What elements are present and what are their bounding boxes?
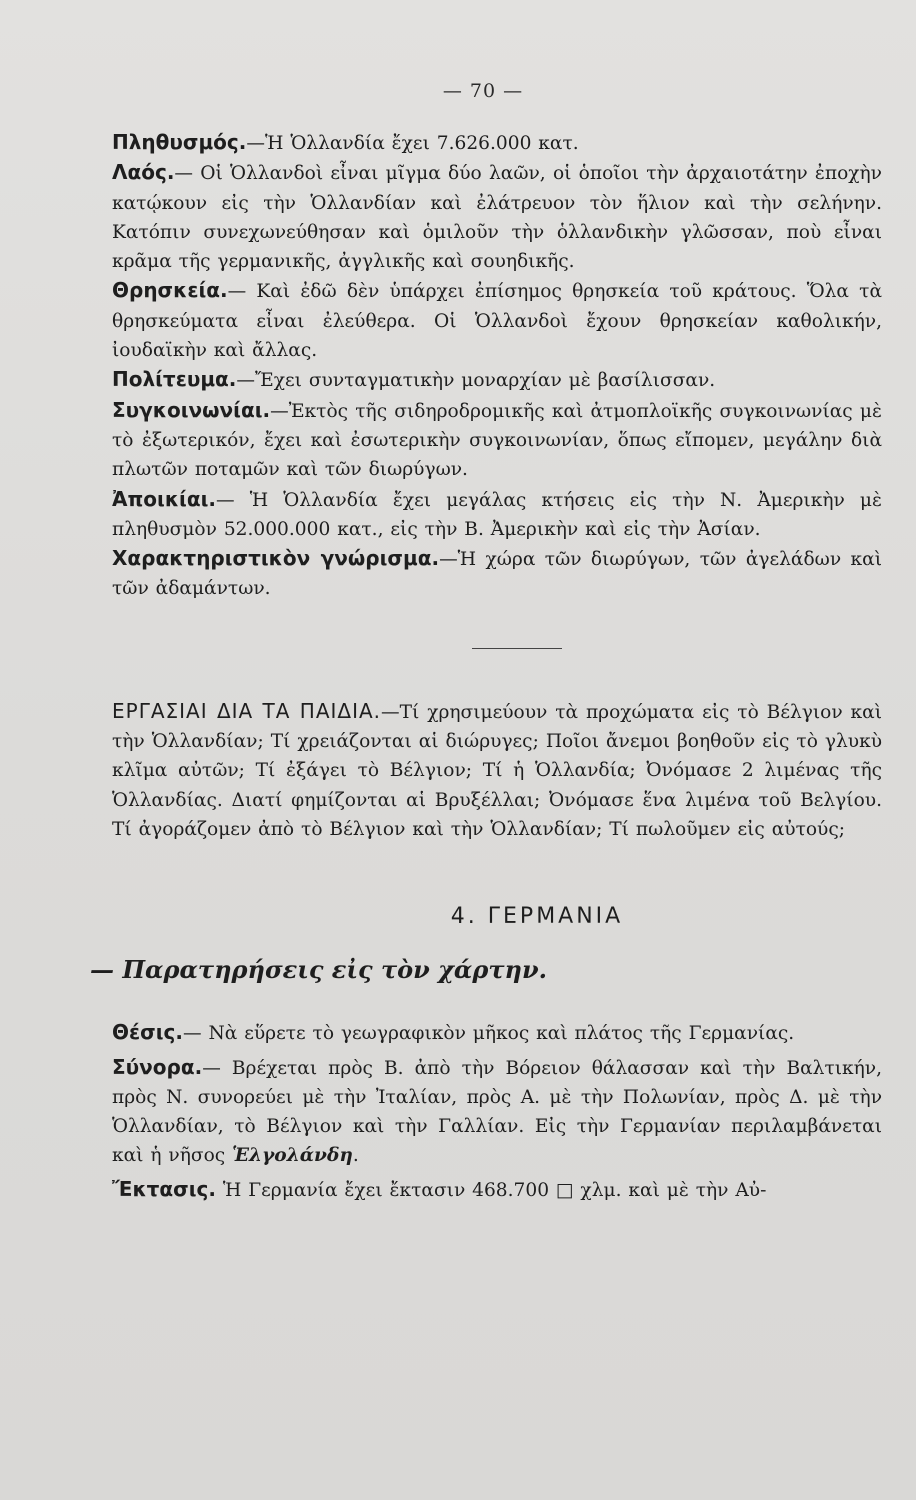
text-characteristic: —Ἡ χώρα τῶν διωρύγων, τῶν ἀγελάδων καὶ τῶν ἀδαμάντων. bbox=[112, 549, 882, 600]
heading-population: Πληθυσμός. bbox=[112, 130, 247, 154]
heading-religion: Θρησκεία. bbox=[112, 278, 228, 303]
text-colonies: — Ἡ Ὁλλανδία ἔχει μεγάλας κτήσεις εἰς τὴν Ν. Ἀμερικὴν μὲ πληθυσμὸν 52.000.000 κατ., εἰς τὴν Β. Ἀμερικὴν καὶ εἰς τὴν Ἀσίαν. bbox=[112, 489, 882, 540]
heading-position: Θέσις. bbox=[112, 1020, 183, 1045]
heading-area: Ἔκτασις. bbox=[112, 1176, 216, 1201]
paragraph-characteristic bbox=[112, 544, 882, 604]
text-religion: — Καὶ ἐδῶ δὲν ὑπάρχει ἐπίσημος θρησκεία τοῦ κράτους. Ὅλα τὰ θρησκεύματα εἶναι ἐλεύθερα. Οἱ Ὁλλανδοὶ ἔχουν θρησκείαν καθολικήν, ἰουδαϊκὴν καὶ ἄλλας. bbox=[112, 281, 882, 362]
section-title-germany: 4. ΓΕΡΜΑΝΙΑ bbox=[450, 904, 624, 930]
heading-people: Λαός. bbox=[112, 160, 175, 185]
text-population: —Ἡ Ὁλλανδία ἔχει 7.626.000 κατ. bbox=[246, 133, 579, 154]
text-government: —Ἔχει συνταγματικὴν μοναρχίαν μὲ βασίλισσαν. bbox=[236, 370, 716, 392]
paragraph-position bbox=[112, 1018, 882, 1048]
text-area: Ἡ Γερμανία ἔχει ἔκτασιν 468.700 □ χλμ. καὶ μὲ τὴν Αὐ- bbox=[216, 1179, 767, 1201]
heading-government: Πολίτευμα. bbox=[112, 367, 237, 392]
paragraph-people bbox=[112, 158, 882, 276]
paragraph-exercises bbox=[112, 697, 882, 844]
heading-communications: Συγκοινωνίαι. bbox=[112, 397, 271, 422]
text-exercises: —Τί χρησιμεύουν τὰ προχώματα εἰς τὸ Βέλγιον καὶ τὴν Ὁλλανδίαν; Τί χρειάζονται αἱ διώρυγες; Ποῖοι ἄνεμοι βοηθοῦν εἰς τὸ γλυκὺ κλῖμα αὐτῶν; Τί ἐξάγει τὸ Βέλγιον; Τί ἡ Ὁλλανδία; Ὀνόμασε 2 λιμένας τῆς Ὁλλανδίας. Διατί φημίζονται αἱ Βρυξέλλαι; Ὀνόμασε ἕνα λιμένα τοῦ Βελγίου. Τί ἀγοράζομεν ἀπὸ τὸ Βέλγιον καὶ τὴν Ὁλλανδίαν; Τί πωλοῦμεν εἰς αὐτούς; bbox=[112, 701, 883, 840]
section-divider bbox=[472, 648, 562, 649]
text-communications: —Ἐκτὸς τῆς σιδηροδρομικῆς καὶ ἀτμοπλοϊκῆς συγκοινωνίας μὲ τὸ ἐξωτερικόν, ἔχει καὶ ἐσωτερικὴν συγκοινωνίαν, ὅπως εἴπομεν, μεγάλην διὰ πλωτῶν ποταμῶν καὶ τῶν διωρύγων. bbox=[112, 400, 882, 481]
paragraph-population bbox=[112, 128, 882, 158]
text-position: — Νὰ εὕρετε τὸ γεωγραφικὸν μῆκος καὶ πλάτος τῆς Γερμανίας. bbox=[182, 1023, 795, 1045]
text-people: — Οἱ Ὁλλανδοὶ εἶναι μῖγμα δύο λαῶν, οἱ ὁποῖοι τὴν ἀρχαιοτάτην ἐποχὴν κατῴκουν εἰς τὴν Ὁλλανδίαν καὶ ἐλάτρευον τὸν ἥλιον καὶ τὴν σελήνην. Κατόπιν συνεχωνεύθησαν καὶ ὁμιλοῦν τὴν ὁλλανδικὴν γλῶσσαν, ποὺ εἶναι κρᾶμα τῆς γερμανικῆς, ἀγγλικῆς καὶ σουηδικῆς. bbox=[112, 163, 882, 273]
heading-characteristic: Χαρακτηριστικὸν γνώρισμα. bbox=[112, 546, 440, 571]
paragraph-religion bbox=[112, 276, 882, 365]
page-content bbox=[90, 128, 883, 1205]
heading-borders: Σύνορα. bbox=[112, 1054, 203, 1079]
paragraph-borders bbox=[112, 1053, 882, 1171]
paragraph-area bbox=[112, 1175, 882, 1205]
island-name: Ἑλγολάνδη bbox=[232, 1145, 353, 1167]
heading-exercises: ΕΡΓΑΣΙΑΙ ΔΙΑ ΤΑ ΠΑΙΔΙΑ. bbox=[112, 698, 382, 723]
text-borders: — Βρέχεται πρὸς Β. ἀπὸ τὴν Βόρειον θάλασσαν καὶ τὴν Βαλτικήν, πρὸς Ν. συνορεύει μὲ τὴν Ἰταλίαν, πρὸς Α. μὲ τὴν Πολωνίαν, πρὸς Δ. μὲ τὴν Ὁλλανδίαν, τὸ Βέλγιον καὶ τὴν Γαλλίαν. Εἰς τὴν Γερμανίαν περιλαμβάνεται καὶ ἡ νῆσος bbox=[112, 1057, 882, 1167]
paragraph-government bbox=[112, 365, 882, 395]
page-number: — 70 — bbox=[442, 80, 524, 102]
subsection-map-notes: — Παρατηρήσεις εἰς τὸν χάρτην. bbox=[90, 955, 547, 985]
paragraph-colonies bbox=[112, 485, 882, 545]
heading-colonies: Ἀποικίαι. bbox=[112, 486, 216, 511]
paragraph-communications bbox=[112, 396, 882, 485]
text-borders-end: . bbox=[352, 1145, 359, 1167]
